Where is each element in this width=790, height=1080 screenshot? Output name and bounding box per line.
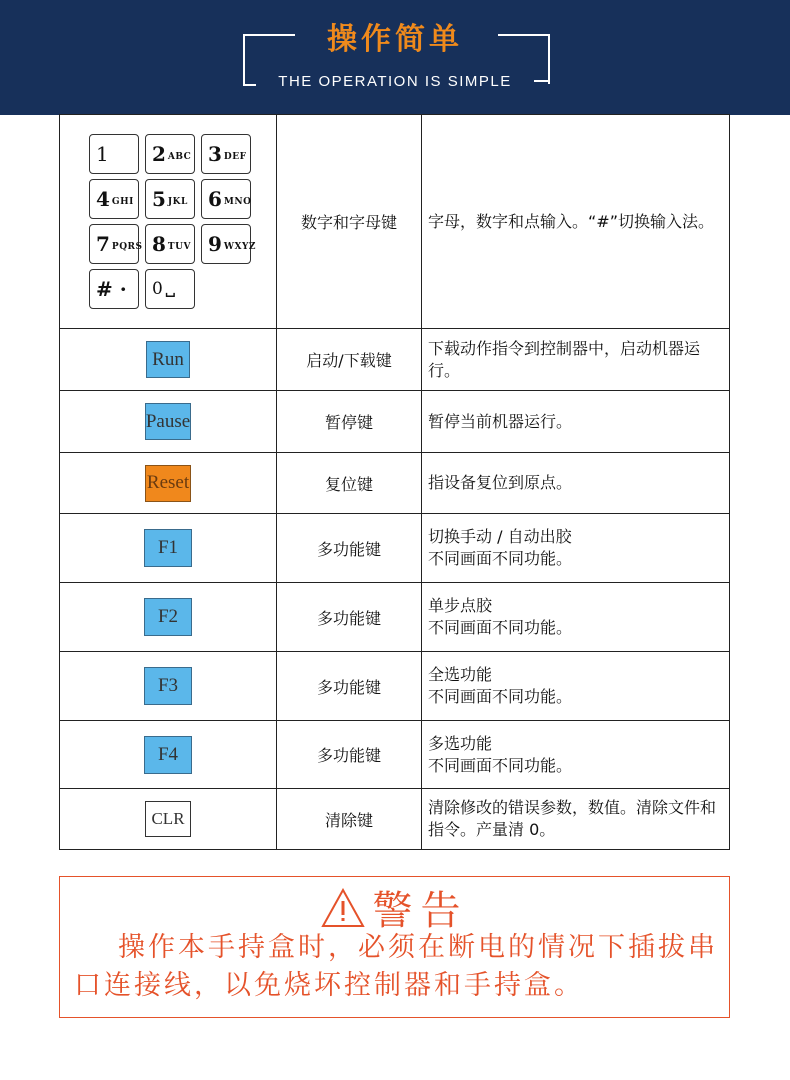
keypad-key-6[interactable]: 6 MNO (201, 179, 251, 219)
keypad-key-5[interactable]: 5 JKL (145, 179, 195, 219)
page-subtitle: THE OPERATION IS SIMPLE (278, 73, 512, 90)
key-name: 多功能键 (277, 721, 422, 789)
key-description: 下载动作指令到控制器中，启动机器运行。 (422, 329, 730, 391)
key-description: 暂停当前机器运行。 (422, 391, 730, 453)
table-row (60, 652, 730, 721)
keypad-key-8[interactable]: 8 TUV (145, 224, 195, 264)
f2-button[interactable]: F2 (144, 598, 192, 636)
table-row (60, 721, 730, 789)
warning-heading (60, 879, 729, 936)
warning-box (59, 876, 730, 1018)
keypad-key-7[interactable]: 7 PQRS (89, 224, 139, 264)
page-title: 操作简单 (327, 22, 463, 57)
key-name: 暂停键 (277, 391, 422, 453)
key-name: 复位键 (277, 453, 422, 514)
key-cell (60, 115, 277, 329)
table-row (60, 514, 730, 583)
keypad-key-1[interactable]: 1 (89, 134, 139, 174)
key-name: 多功能键 (277, 583, 422, 652)
numeric-keypad (85, 134, 257, 309)
warning-text: 操作本手持盒时，必须在断电的情况下插拔串口连接线，以免烧坏控制器和手持盒。 (74, 932, 718, 1001)
pause-button[interactable]: Pause (145, 403, 191, 440)
key-name: 多功能键 (277, 652, 422, 721)
key-name: 清除键 (277, 789, 422, 850)
keypad-key-0-space[interactable]: 0 ␣ (145, 269, 195, 309)
table-row (60, 115, 730, 329)
keypad-key-3[interactable]: 3 DEF (201, 134, 251, 174)
run-button[interactable]: Run (146, 341, 190, 378)
key-description: 全选功能 不同画面不同功能。 (422, 652, 730, 721)
key-description: 字母，数字和点输入。“#”切换输入法。 (422, 115, 730, 329)
table-row (60, 453, 730, 514)
key-name: 多功能键 (277, 514, 422, 583)
table-row (60, 789, 730, 850)
table-row (60, 329, 730, 391)
key-description: 单步点胶 不同画面不同功能。 (422, 583, 730, 652)
f4-button[interactable]: F4 (144, 736, 192, 774)
warning-title: 警告 (372, 888, 469, 934)
keypad-key-hash-dot[interactable]: # · (89, 269, 139, 309)
keypad-key-4[interactable]: 4 GHI (89, 179, 139, 219)
table-row (60, 583, 730, 652)
table-row (60, 391, 730, 453)
f3-button[interactable]: F3 (144, 667, 192, 705)
keypad-key-2[interactable]: 2 ABC (145, 134, 195, 174)
key-description: 多选功能 不同画面不同功能。 (422, 721, 730, 789)
clr-button[interactable]: CLR (145, 801, 191, 837)
warning-triangle-icon (321, 888, 365, 928)
key-function-table (59, 114, 730, 850)
key-name: 数字和字母键 (277, 115, 422, 329)
key-description: 清除修改的错误参数，数值。清除文件和指令。产量清 0。 (422, 789, 730, 850)
f1-button[interactable]: F1 (144, 529, 192, 567)
key-description: 切换手动 / 自动出胶 不同画面不同功能。 (422, 514, 730, 583)
reset-button[interactable]: Reset (145, 465, 191, 502)
keypad-key-9[interactable]: 9 WXYZ (201, 224, 251, 264)
key-name: 启动/下载键 (277, 329, 422, 391)
key-description: 指设备复位到原点。 (422, 453, 730, 514)
header-banner (0, 0, 790, 115)
